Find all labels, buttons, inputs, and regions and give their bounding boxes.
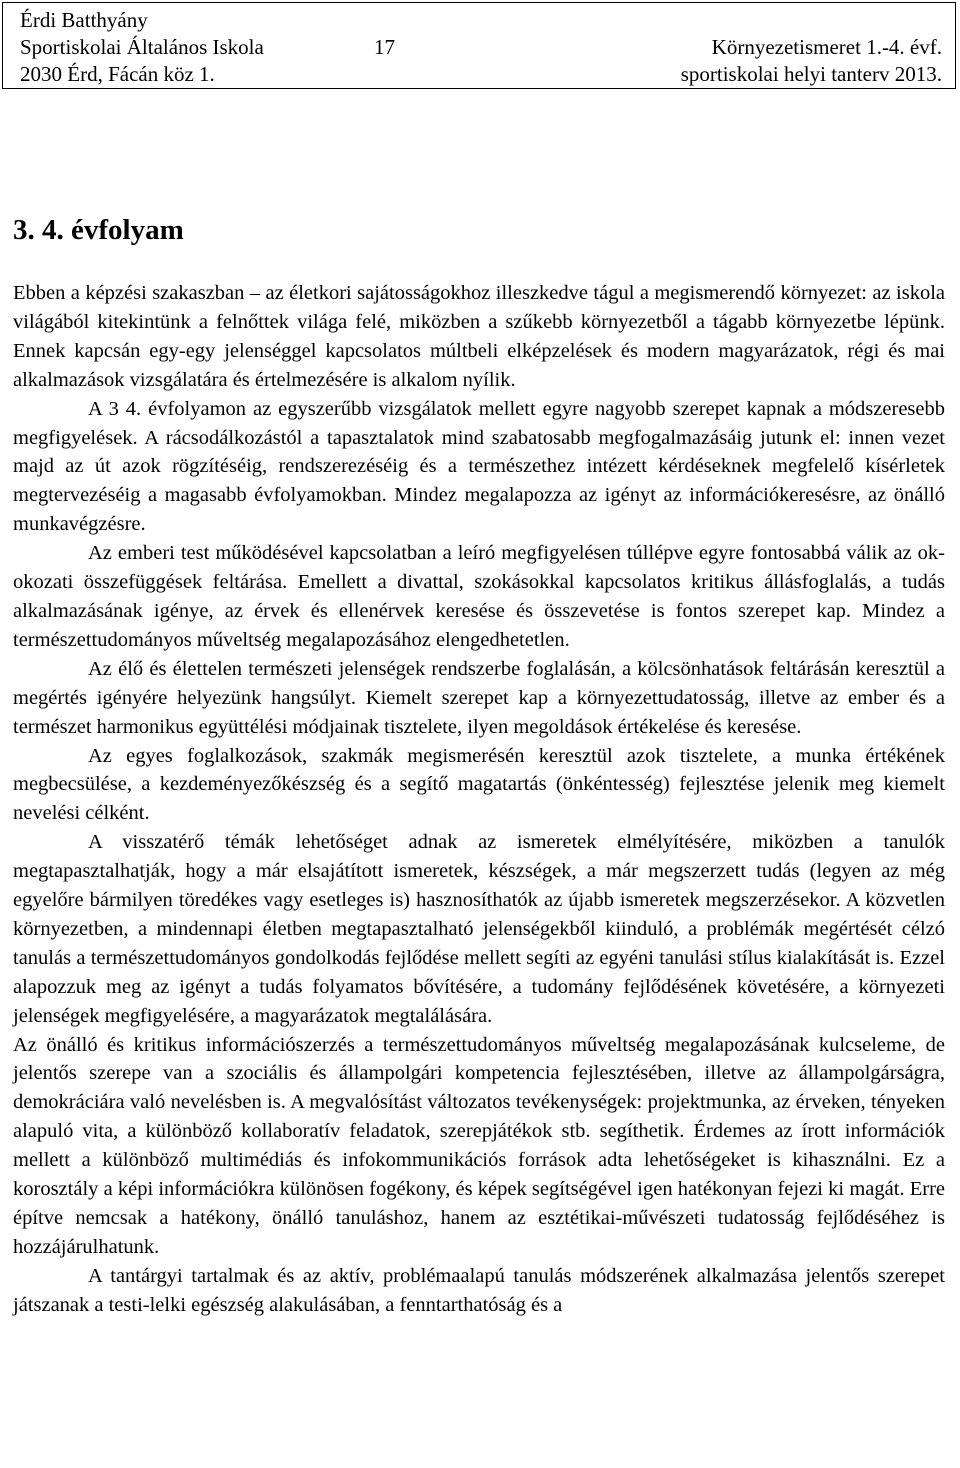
paragraph: A 3 4. évfolyamon az egyszerűbb vizsgálatok mellett egyre nagyobb szerepet kapnak a módszeresebb megfigyelések. A rácsodálkozástól a tapasztalatok mind szabatosabb megfogalmazásáig jutunk el: innen vezet majd az út azok rögzítéséig, rendszerezéséig és a természethez intézett kérdéseknek megfelelő kísérletek megtervezéséig a magasabb évfolyamokban. Mindez megalapozza az igényt az információkeresésre, az önálló munkavégzésre. [13,397,945,536]
paragraph: Az önálló és kritikus információszerzés a természettudományos műveltség megalapozásának kulcseleme, de jelentős szerepe van a szociális és állampolgári kompetencia fejlesztésében, illetve az állampolgárságra, demokráciára való nevelésben is. A megvalósítást változatos tevékenységek: projektmunka, az érveken, tényeken alapuló vita, a különböző kollaboratív feladatok, szerepjátékok stb. segíthetik. Érdemes az írott információk mellett a különböző multimédiás és infokommunikációs források adta lehetőségeket is kihasználni. Ez a korosztály a képi információkra különösen fogékony, és képek segítségével igen hatékonyan fejezi ki magát. Erre építve nemcsak a hatékony, önálló tanuláshoz, hanem az esztétikai-művészeti tudatosság fejlődéséhez is hozzájárulhatunk. [13,1033,945,1258]
paragraph: A visszatérő témák lehetőséget adnak az ismeretek elmélyítésére, miközben a tanulók megtapasztalhatják, hogy a már elsajátított ismeretek, készségek, a már megszerzett tudás (legyen az még egyelőre bármilyen töredékes vagy esetleges is) hasznosíthatók az újabb ismeretek megszerzésekor. A közvetlen környezetben, a mindennapi életben megtapasztalható jelenségekből kiinduló, a problémák megértését célzó tanulás a természettudományos gondolkodás fejlődése mellett segíti az egyéni tanulási stílus kialakítását is. Ezzel alapozzuk meg az igényt a tudás folyamatos bővítésére, a tudomány fejlődésének követésére, a környezeti jelenségek megfigyelésére, a magyarázatok megtalálására. [13,831,945,1027]
paragraph: A tantárgyi tartalmak és az aktív, problémaalapú tanulás módszerének alkalmazása jelentős szerepet játszanak a testi-lelki egészség alakulásában, a fenntarthatóság és a [13,1264,945,1316]
page-number: 17 [374,35,395,59]
school-address: 2030 Érd, Fácán köz 1. [20,62,215,86]
header-line-3 [3,61,955,87]
school-name-line-2: Sportiskolai Általános Iskola [20,35,264,59]
school-name-line-1: Érdi Batthyány [20,8,148,32]
paragraph: Az emberi test működésével kapcsolatban a leíró megfigyelésen túllépve egyre fontosabbá válik az ok-okozati összefüggések feltárása. Emellett a divattal, szokásokkal kapcsolatos kritikus állásfoglalás, a tudás alkalmazásának igénye, az érvek és ellenérvek keresése és összevetése is fontos szerepet kap. Mindez a természettudományos műveltség megalapozásához elengedhetetlen. [13,542,945,651]
paragraph: Az élő és élettelen természeti jelenségek rendszerbe foglalásán, a kölcsönhatások feltárásán keresztül a megértés igényére helyezünk hangsúlyt. Kiemelt szerepet kap a környezettudatosság, illetve az ember és a természet harmonikus együttélési módjainak tisztelete, ilyen megoldások értékelése és keresése. [13,657,945,738]
paragraph: Az egyes foglalkozások, szakmák megismerésén keresztül azok tisztelete, a munka értékének megbecsülése, a kezdeményezőkészség és a segítő magatartás (önkéntesség) fejlesztése jelenik meg kiemelt nevelési célként. [13,744,945,825]
section-title: 3. 4. évfolyam [13,214,184,246]
curriculum-label: sportiskolai helyi tanterv 2013. [680,62,942,86]
header-line-1 [3,7,955,33]
paragraph: Ebben a képzési szakaszban – az életkori sajátosságokhoz illeszkedve tágul a megismerendő környezet: az iskola világából kitekintünk a felnőttek világa felé, miközben a szűkebb környezetből a tágabb környezetbe lépünk. Ennek kapcsán egy-egy jelenséggel kapcsolatos múltbeli elképzelések és modern magyarázatok, régi és mai alkalmazások vizsgálatára és értelmezésére is alkalom nyílik. [13,282,945,391]
subject-title: Környezetismeret 1.-4. évf. [711,35,942,59]
document-body [13,279,945,1320]
header-line-2 [3,34,955,60]
page-header [2,2,956,89]
